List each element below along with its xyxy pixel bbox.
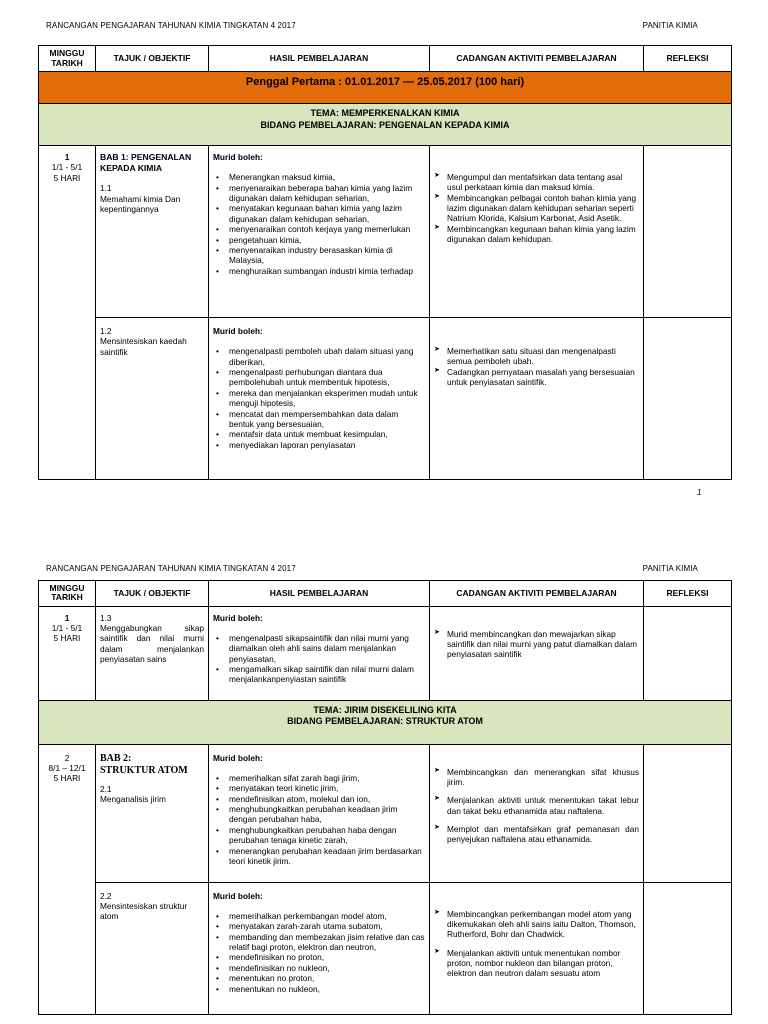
list-item: • menyatakan zarah-zarah utama subatom, [213,921,425,931]
hasil-cell [209,146,430,318]
list-item: ➤ Mengumpul dan mentafsirkan data tentang asal usul perkataan kimia dan maksud kimia. [434,172,639,193]
chapter-label: BAB 2: [100,752,132,764]
header-minggu: MINGGU TARIKH [39,581,96,607]
refleksi-cell [644,146,732,318]
list-item: • menghubungkaitkan perubahan haba dengan perubahan tenaga kinetic zarah, [213,825,425,846]
subtopic-number: 2.2 [100,890,112,901]
list-item: • Menerangkan maksud kimia, [213,172,425,182]
list-item: ➤ Membincangkan dan menerangkan sifat khusus jirim. [434,767,639,788]
table-header-row [39,46,732,72]
list-item: • menghuraikan sumbangan industri kimia terhadap [213,266,425,276]
list-item: • menyatakan kegunaan bahan kimia yang lazim digunakan dalam kehidupan seharian, [213,203,425,224]
list-item: ➤ Cadangkan pernyataan masalah yang bersesuaian untuk penyiasatan saintifik. [434,367,639,388]
hasil-cell [209,882,430,1014]
tajuk-cell [96,318,209,480]
week-number: 1 [64,152,70,162]
week-days: 5 HARI [53,172,81,183]
cadangan-list [434,629,639,660]
list-item: • menyatakan teori kinetic jirim, [213,783,425,793]
list-item: ➤ Menjalankan aktiviti untuk menentukan nombor proton, nombor nukleon dan bilangan proton, elektron dan neutron dalam sesuatu atom [434,948,639,979]
table-row [39,744,732,882]
list-item: • menyenaraikan contoh kerjaya yang memerlukan [213,224,425,234]
header-refleksi: REFLEKSI [644,46,732,72]
list-item: ➤ Murid membincangkan dan mewajarkan sikap saintifik dan nilai murni yang patut diamalkan dalam penyiasatan saintifik [434,629,639,660]
tajuk-cell [96,606,209,700]
tema-banner [39,104,732,146]
tema-row [39,104,732,146]
refleksi-cell [644,744,732,882]
chapter-title: STRUKTUR ATOM [100,765,188,777]
list-item: ➤ Membincangkan kegunaan bahan kimia yang lazim digunakan dalam kehidupan. [434,224,639,245]
week-dates: 8/1 – 12/1 [48,763,86,774]
refleksi-cell [644,318,732,480]
subtopic-text: Menganalisis jirim [100,794,166,805]
list-item: • menghubungkaitkan perubahan keadaan jirim dengan perubahan haba, [213,804,425,825]
header-cadangan: CADANGAN AKTIVITI PEMBELAJARAN [430,581,644,607]
list-item: • mendefinisikan atom, molekul dan ion, [213,794,425,804]
list-item: ➤ Memplot dan mentafsirkan graf pemanasan dan penyejukan naftalena atau ethanamida. [434,824,639,845]
page1-plan-table [38,45,732,480]
list-item: • menyenaraikan beberapa bahan kimia yang lazim digunakan dalam kehidupan seharian, [213,183,425,204]
header-tajuk: TAJUK / OBJEKTIF [96,46,209,72]
refleksi-cell [644,606,732,700]
page2-header [46,564,698,573]
header-refleksi: REFLEKSI [644,581,732,607]
penggal-row [39,72,732,104]
subtopic-text: Menggabungkan sikap saintifik dan nilai murni dalam menjalankan penyiasatan sains [100,623,204,665]
list-item: • mendefinisikan no nukleon, [213,963,425,973]
tajuk-cell [96,744,209,882]
cadangan-list [434,767,639,845]
murid-label: Murid boleh: [213,326,263,336]
tajuk-cell [96,146,209,318]
week-cell [39,744,96,1014]
penggal-label: Penggal Pertama : 01.01.2017 — 25.05.2017 (100 hari) [39,72,732,104]
table-header-row [39,581,732,607]
header-cadangan: CADANGAN AKTIVITI PEMBELAJARAN [430,46,644,72]
page-number: 1 [697,488,702,497]
list-item: • mencatat dan mempersembahkan data dalam bentuk yang bersesuaian, [213,409,425,430]
hasil-list [213,773,425,866]
document-title: RANCANGAN PENGAJARAN TAHUNAN KIMIA TINGKATAN 4 2017 [46,21,296,30]
list-item: ➤ Memerhatikan satu situasi dan mengenalpasti semua pemboleh ubah. [434,346,639,367]
bidang-title: BIDANG PEMBELAJARAN: PENGENALAN KEPADA KIMIA [260,119,510,130]
week-number: 2 [64,752,70,763]
list-item: • mereka dan menjalankan eksperimen mudah untuk menguji hipotesis, [213,388,425,409]
panitia-label: PANITIA KIMIA [642,21,698,30]
panitia-label: PANITIA KIMIA [642,564,698,573]
list-item: • membanding dan membezakan jisim relative dan cas relatif bagi proton, elektron dan neutron, [213,932,425,953]
subtopic-number: 2.1 [100,783,112,794]
murid-label: Murid boleh: [213,752,263,763]
list-item: ➤ Membincangkan perkembangan model atom yang dikemukakan oleh ahli sains iaitu Dalton, Thomson, Rutherford, Bohr dan Chadwick. [434,909,639,940]
hasil-cell [209,606,430,700]
cadangan-cell [430,606,644,700]
tajuk-cell [96,882,209,1014]
list-item: • menentukan no proton, [213,973,425,983]
list-item: • mengenalpasti sikapsaintifik dan nilai murni yang diamalkan oleh ahli sains dalam menjalankan penyiasatan, [213,633,425,664]
cadangan-cell [430,318,644,480]
subtopic-text: Mensintesiskan struktur atom [100,901,188,922]
cadangan-cell [430,146,644,318]
list-item: • pengetahuan kimia, [213,235,425,245]
week-cell [39,606,96,700]
hasil-list [213,633,425,685]
list-item: • mentafsir data untuk membuat kesimpulan, [213,429,425,439]
week-days: 5 HARI [53,773,81,784]
hasil-cell [209,744,430,882]
subtopic-number: 1.3 [100,612,112,623]
week-days: 5 HARI [53,633,81,644]
cadangan-cell [430,882,644,1014]
list-item: • mengamalkan sikap saintifik dan nilai murni dalam menjalankanpenyiastan saintifik [213,664,425,685]
list-item: • mendefinisikan no proton, [213,952,425,962]
list-item: • mengenalpasti perhubungan diantara dua pembolehubah untuk membentuk hipotesis, [213,367,425,388]
tema-title: TEMA: MEMPERKENALKAN KIMIA [310,108,460,118]
list-item: • mengenalpasti pemboleh ubah dalam situasi yang diberikan, [213,346,425,367]
chapter-title: BAB 1: PENGENALAN KEPADA KIMIA [100,152,192,173]
header-minggu: MINGGU TARIKH [39,46,96,72]
bidang-title: BIDANG PEMBELAJARAN: STRUKTUR ATOM [287,716,483,727]
header-hasil: HASIL PEMBELAJARAN [209,46,430,72]
tema-banner [39,700,732,744]
tema-row [39,700,732,744]
hasil-list [213,911,425,994]
list-item: ➤ Membincangkan pelbagai contoh bahan kimia yang lazim digunakan dalam kehidupan seharian seperti Natrium Klorida, Kalsium Karbonat, Asid Asetik. [434,193,639,224]
hasil-list [213,172,425,276]
cadangan-list [434,909,639,979]
cadangan-list [434,172,639,245]
subtopic-number: 1.1 [100,183,112,194]
murid-label: Murid boleh: [213,612,263,623]
list-item: • menyenaraikan industry berasaskan kimia di Malaysia, [213,245,425,266]
header-hasil: HASIL PEMBELAJARAN [209,581,430,607]
list-item: • memerihalkan perkembangan model atom, [213,911,425,921]
tema-title: TEMA: JIRIM DISEKELILING KITA [313,704,457,715]
cadangan-list [434,346,639,387]
week-dates: 1/1 - 5/1 [51,623,83,634]
week-dates: 1/1 - 5/1 [51,162,83,173]
table-row [39,146,732,318]
week-cell [39,146,96,480]
subtopic-text: Memahami kimia Dan kepentingannya [100,193,181,215]
week-number: 1 [64,612,70,623]
page2-plan-table [38,580,732,1015]
list-item: ➤ Menjalankan aktiviti untuk menentukan takat lebur dan takat beku ethanamida atau naftalena. [434,795,639,816]
page1-header [46,21,698,30]
murid-label: Murid boleh: [213,152,263,162]
list-item: • menerangkan perubahan keadaan jirim berdasarkan teori kinetik jirim. [213,846,425,867]
hasil-cell [209,318,430,480]
document-title: RANCANGAN PENGAJARAN TAHUNAN KIMIA TINGKATAN 4 2017 [46,564,296,573]
subtopic-number: 1.2 [100,326,112,336]
header-tajuk: TAJUK / OBJEKTIF [96,581,209,607]
list-item: • menyediakan laporan penyiasatan [213,440,425,450]
table-row [39,882,732,1014]
table-row [39,606,732,700]
list-item: • menentukan no nukleon, [213,984,425,994]
refleksi-cell [644,882,732,1014]
table-row [39,318,732,480]
hasil-list [213,346,425,450]
cadangan-cell [430,744,644,882]
subtopic-text: Mensintesiskan kaedah saintifik [100,336,187,357]
murid-label: Murid boleh: [213,890,263,901]
list-item: • memerihalkan sifat zarah bagi jirim, [213,773,425,783]
